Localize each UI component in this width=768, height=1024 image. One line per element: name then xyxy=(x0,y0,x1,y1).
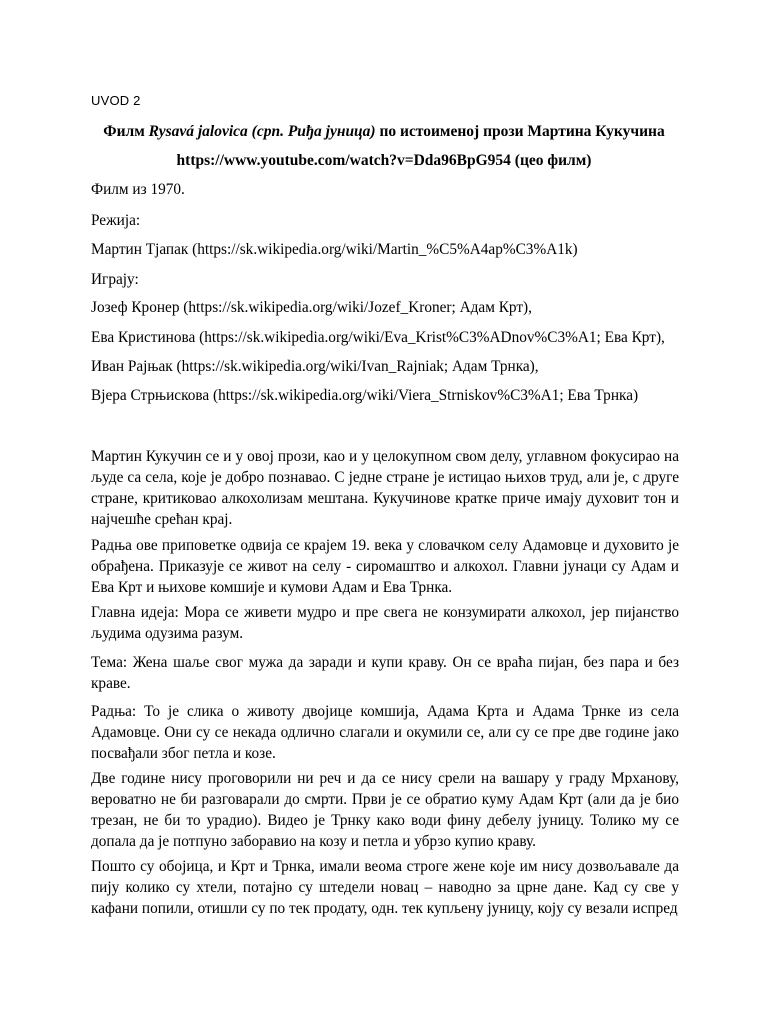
cast-line-2: Ева Кристинова (https://sk.wikipedia.org/wiki/Eva_Krist%C3%ADnov%C3%A1; Ева Крт), xyxy=(91,329,665,346)
cast-line-4: Вјера Стрњискова (https://sk.wikipedia.org/wiki/Viera_Strniskov%C3%A1; Ева Трнка) xyxy=(91,387,639,404)
director-line: Мартин Тјапак (https://sk.wikipedia.org/wiki/Martin_%C5%A4ap%C3%A1k) xyxy=(91,241,578,258)
paragraph-setting: Радња ове приповетке одвија се крајем 19. века у словачком селу Адамовце и духовито је обрађена. Приказује се живот на селу - сиромаштво и алкохол. Главни јунаци су Адам и Ева Крт и њихове комшије и кумови Адам и Ева Трнка. xyxy=(91,537,679,596)
direction-label: Режија: xyxy=(91,212,141,229)
paragraph-theme: Тема: Жена шаље свог мужа да заради и купи краву. Он се враћа пијан, без пара и без краве. xyxy=(91,654,679,692)
document-title xyxy=(0,123,768,141)
title-italic: Rysavá jalovica (срп. Риђа јуница) xyxy=(148,123,376,140)
paragraph-savings: Пошто су обојица, и Крт и Трнка, имали веома строге жене које им нису дозвољавале да пију колико су хтели, потајно су штедели новац – наводно за црне дане. Кад су све у кафани попили, отишли су по тек продату, одн. тек купљену јуницу, коју су везали испред xyxy=(91,858,679,917)
cast-label: Играју: xyxy=(91,271,139,288)
paragraph-intro: Мартин Кукучин се и у овој прози, као и у целокупном свом делу, углавном фокусирао на људе са села, које је добро познавао. С једне стране је истицао њихов труд, али је, с друге стране, критиковао алкохолизам мештана. Кукучинове кратке приче имају духовит тон и најчешће срећан крај. xyxy=(91,448,679,528)
paragraph-fair: Две године нису проговорили ни реч и да се нису срели на вашару у граду Мрханову, вероватно не би разговарали до смрти. Први је се обратио куму Адам Крт (али да је био трезан, не би то урадио). Видео је Трнку како води фину дебелу јуницу. Толико му се допала да је потпуно заборавио на козу и петла и убрзо купио краву. xyxy=(91,770,679,850)
cast-line-3: Иван Рајњак (https://sk.wikipedia.org/wiki/Ivan_Rajniak; Адам Трнка), xyxy=(91,358,539,375)
title-suffix: по истоименој прози Мартина Кукучина xyxy=(375,123,665,140)
section-label: UVOD 2 xyxy=(91,93,141,108)
film-year-line: Филм из 1970. xyxy=(91,181,185,198)
cast-line-1: Јозеф Кронер (https://sk.wikipedia.org/wiki/Jozef_Kroner; Адам Крт), xyxy=(91,299,532,316)
paragraph-main-idea: Главна идеја: Мора се живети мудро и пре свега не конзумирати алкохол, јер пијанство људима одузима разум. xyxy=(91,604,679,642)
video-link-line: https://www.youtube.com/watch?v=Dda96BpG954 (цео филм) xyxy=(176,152,592,169)
paragraph-plot: Радња: То је слика о животу двојице комшија, Адама Крта и Адама Трнке из села Адамовце. Они су се некада одлично слагали и окумили се, али су се пре две године јако посвађали због петла и козе. xyxy=(91,703,679,762)
title-prefix: Филм xyxy=(103,123,149,140)
